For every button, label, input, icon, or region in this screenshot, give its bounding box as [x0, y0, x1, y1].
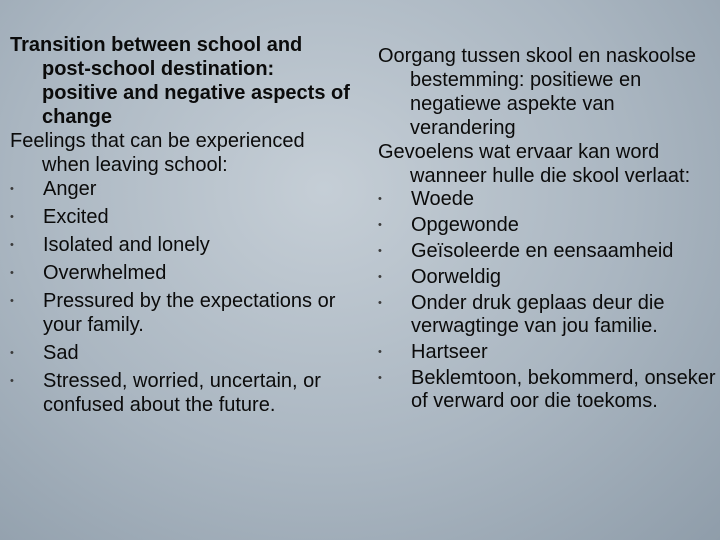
bullet-icon: •	[378, 271, 382, 283]
bullet-icon: •	[378, 245, 382, 257]
list-item-text: Woede	[411, 188, 475, 210]
bullet-icon: •	[378, 346, 382, 358]
list-item-text: Geïsoleerde en eensaamheid	[411, 240, 674, 262]
bullet-icon: •	[10, 347, 14, 359]
list-item	[378, 341, 718, 364]
list-item	[10, 341, 355, 365]
left-feelings-list	[10, 177, 355, 417]
bullet-icon: •	[378, 193, 382, 205]
bullet-icon: •	[378, 219, 382, 231]
list-item-text: Stressed, worried, uncertain, or confused about the future.	[43, 370, 321, 416]
bullet-icon: •	[378, 372, 382, 384]
right-column	[378, 44, 718, 416]
list-item-text: Isolated and lonely	[43, 234, 210, 256]
list-item-text: Excited	[43, 206, 109, 228]
bullet-icon: •	[10, 295, 14, 307]
list-item-text: Sad	[43, 342, 79, 364]
left-heading: Transition between school and post-school destination: positive and negative aspects of change	[10, 34, 350, 128]
list-item-text: Opgewonde	[411, 214, 519, 236]
list-item	[10, 289, 355, 337]
list-item	[10, 177, 355, 201]
left-column	[10, 33, 355, 421]
left-intro: Feelings that can be experienced when leaving school:	[10, 130, 305, 176]
list-item	[378, 266, 718, 289]
list-item	[378, 214, 718, 237]
list-item-text: Beklemtoon, bekommerd, onseker of verward oor die toekoms.	[411, 367, 716, 412]
list-item	[378, 240, 718, 263]
list-item	[378, 292, 718, 338]
right-feelings-list	[378, 188, 718, 413]
list-item-text: Pressured by the expectations or your family.	[43, 290, 336, 336]
bullet-icon: •	[378, 297, 382, 309]
bullet-icon: •	[10, 183, 14, 195]
list-item-text: Oorweldig	[411, 266, 502, 288]
list-item	[10, 205, 355, 229]
list-item	[10, 233, 355, 257]
bullet-icon: •	[10, 375, 14, 387]
list-item-text: Hartseer	[411, 341, 488, 363]
bullet-icon: •	[10, 211, 14, 223]
list-item	[10, 261, 355, 285]
right-heading: Oorgang tussen skool en naskoolse bestemming: positiewe en negatiewe aspekte van verandering	[378, 45, 696, 139]
bullet-icon: •	[10, 239, 14, 251]
list-item	[378, 367, 718, 413]
right-intro: Gevoelens wat ervaar kan word wanneer hulle die skool verlaat:	[378, 141, 691, 187]
list-item-text: Anger	[43, 178, 97, 200]
bullet-icon: •	[10, 267, 14, 279]
list-item-text: Onder druk geplaas deur die verwagtinge van jou familie.	[411, 292, 665, 337]
list-item	[10, 369, 355, 417]
list-item	[378, 188, 718, 211]
list-item-text: Overwhelmed	[43, 262, 167, 284]
